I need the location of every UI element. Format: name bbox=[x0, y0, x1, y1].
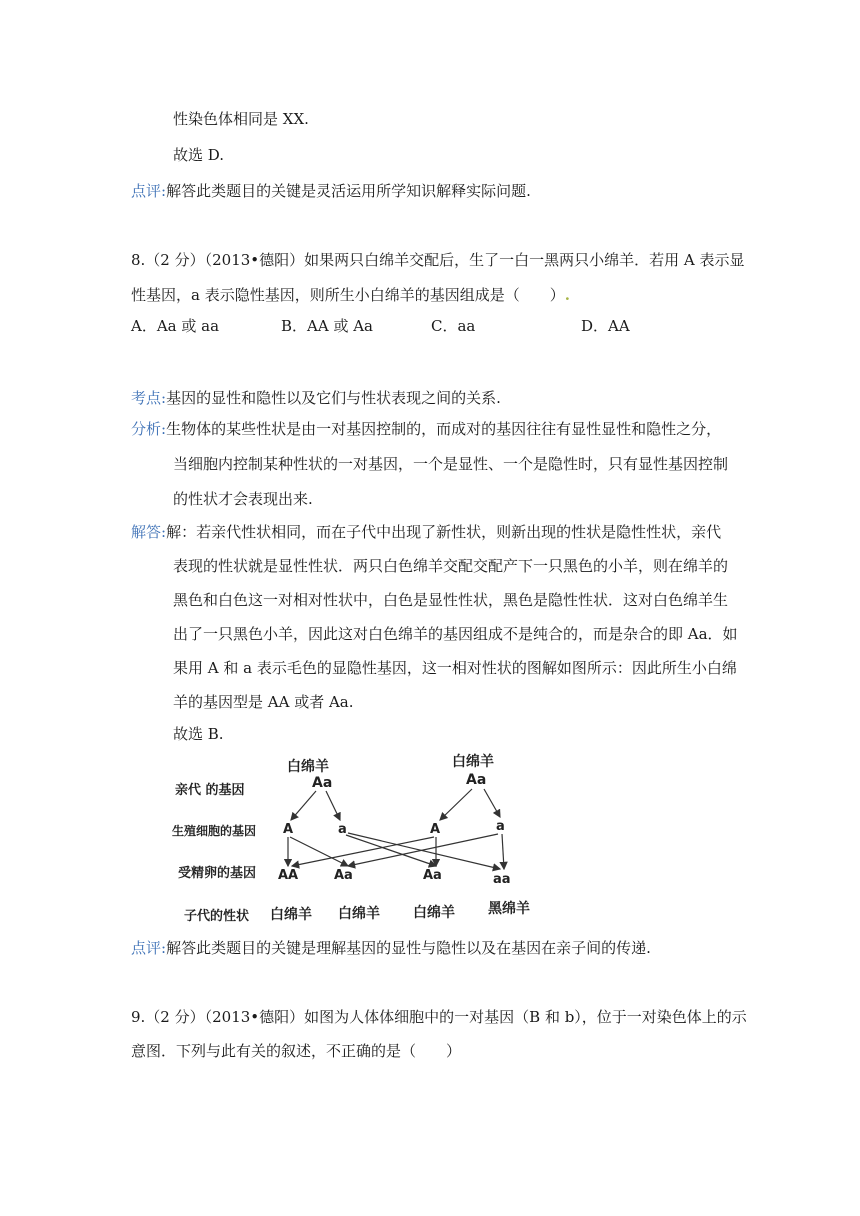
prev-conclusion-line: 性染色体相同是 XX. bbox=[173, 110, 309, 128]
review-text: 解答此类题目的关键是灵活运用所学知识解释实际问题. bbox=[166, 182, 531, 200]
review-text: 解答此类题目的关键是理解基因的显性与隐性以及在基因在亲子间的传递. bbox=[166, 939, 651, 957]
genetics-diagram bbox=[170, 749, 530, 929]
q9-stem-line2: 意图．下列与此有关的叙述，不正确的是（ ） bbox=[131, 1042, 462, 1060]
q8-stem-line1: 8.（2 分）（2013•德阳）如果两只白绵羊交配后，生了一白一黑两只小绵羊．若用 A 表示显 bbox=[131, 251, 745, 269]
review-label: 点评: bbox=[131, 182, 167, 200]
fenxi-line-3: 的性状才会表现出来. bbox=[173, 490, 313, 508]
q8-option-d: D．AA bbox=[581, 317, 630, 335]
q8-option-b: B．AA 或 Aa bbox=[281, 317, 373, 335]
parent-title-2: 白绵羊 bbox=[452, 754, 494, 770]
q8-option-c: C．aa bbox=[431, 317, 476, 335]
row-label-zygotes: 受精卵的基因 bbox=[178, 866, 257, 881]
jieda-line-1: 解：若亲代性状相同，而在子代中出现了新性状，则新出现的性状是隐性性状，亲代 bbox=[166, 523, 722, 541]
q8-stem-line2 bbox=[131, 285, 570, 305]
jieda-label: 解答: bbox=[131, 523, 167, 541]
jieda-line-6: 羊的基因型是 AA 或者 Aa. bbox=[173, 693, 354, 711]
arrow-A1-to-Aa bbox=[290, 837, 348, 866]
arrow-p2-to-A bbox=[440, 789, 472, 820]
parent-gene-1: Aa bbox=[312, 775, 333, 791]
arrow-a2-to-aa bbox=[502, 834, 504, 869]
arrow-p1-to-A bbox=[291, 791, 316, 820]
zygote-4: aa bbox=[493, 872, 511, 887]
gamete-recessive-2: a bbox=[496, 819, 505, 834]
gamete-recessive-1: a bbox=[338, 822, 347, 837]
gamete-a-1: A bbox=[283, 822, 294, 837]
parent-gene-2: Aa bbox=[466, 772, 487, 788]
prev-answer-line: 故选 D. bbox=[173, 146, 225, 164]
q8-answer: 故选 B. bbox=[173, 725, 224, 743]
fenxi-line-1: 生物体的某些性状是由一对基因控制的，而成对的基因往往有显性显性和隐性之分， bbox=[166, 420, 722, 438]
arrow-p1-to-a bbox=[326, 791, 340, 820]
row-label-gametes: 生殖细胞的基因 bbox=[172, 824, 257, 838]
fenxi-line-2: 当细胞内控制某种性状的一对基因，一个是显性、一个是隐性时，只有显性基因控制 bbox=[173, 455, 729, 473]
q8-jieda bbox=[131, 522, 721, 542]
zygote-1: AA bbox=[278, 868, 299, 883]
q9-stem-line1: 9.（2 分）（2013•德阳）如图为人体体细胞中的一对基因（B 和 b），位于一对染色体上的示 bbox=[131, 1008, 747, 1026]
zygote-3: Aa bbox=[423, 868, 442, 883]
jieda-line-3: 黑色和白色这一对相对性状中，白色是显性性状，黑色是隐性性状．这对白色绵羊生 bbox=[173, 591, 729, 609]
q8-review bbox=[131, 938, 651, 958]
q8-kaodian bbox=[131, 388, 501, 408]
offspring-2: 白绵羊 bbox=[338, 906, 380, 922]
row-label-parent-genes: 亲代 的基因 bbox=[175, 783, 245, 798]
offspring-3: 白绵羊 bbox=[413, 905, 455, 921]
offspring-1: 白绵羊 bbox=[270, 907, 312, 923]
q8-stem-text: 性基因，a 表示隐性基因，则所生小白绵羊的基因组成是（ ） bbox=[131, 286, 565, 304]
jieda-line-2: 表现的性状就是显性性状．两只白色绵羊交配交配产下一只黑色的小羊，则在绵羊的 bbox=[173, 557, 729, 575]
fenxi-label: 分析: bbox=[131, 420, 167, 438]
prev-review bbox=[131, 181, 531, 201]
offspring-4: 黑绵羊 bbox=[488, 901, 530, 917]
jieda-line-5: 果用 A 和 a 表示毛色的显隐性基因，这一相对性状的图解如图所示：因此所生小白绵 bbox=[173, 659, 737, 677]
kaodian-label: 考点: bbox=[131, 389, 167, 407]
zygote-2: Aa bbox=[334, 868, 353, 883]
jieda-line-4: 出了一只黑色小羊，因此这对白色绵羊的基因组成不是纯合的，而是杂合的即 Aa．如 bbox=[173, 625, 738, 643]
kaodian-text: 基因的显性和隐性以及它们与性状表现之间的关系. bbox=[166, 389, 501, 407]
decorative-dot: . bbox=[564, 286, 570, 304]
review-label: 点评: bbox=[131, 939, 167, 957]
row-label-offspring: 子代的性状 bbox=[184, 909, 250, 924]
gamete-a-2: A bbox=[430, 822, 441, 837]
arrow-p2-to-a bbox=[484, 789, 500, 817]
parent-title-1: 白绵羊 bbox=[287, 759, 329, 775]
q8-fenxi bbox=[131, 419, 721, 439]
q8-option-a: A．Aa 或 aa bbox=[131, 317, 220, 335]
